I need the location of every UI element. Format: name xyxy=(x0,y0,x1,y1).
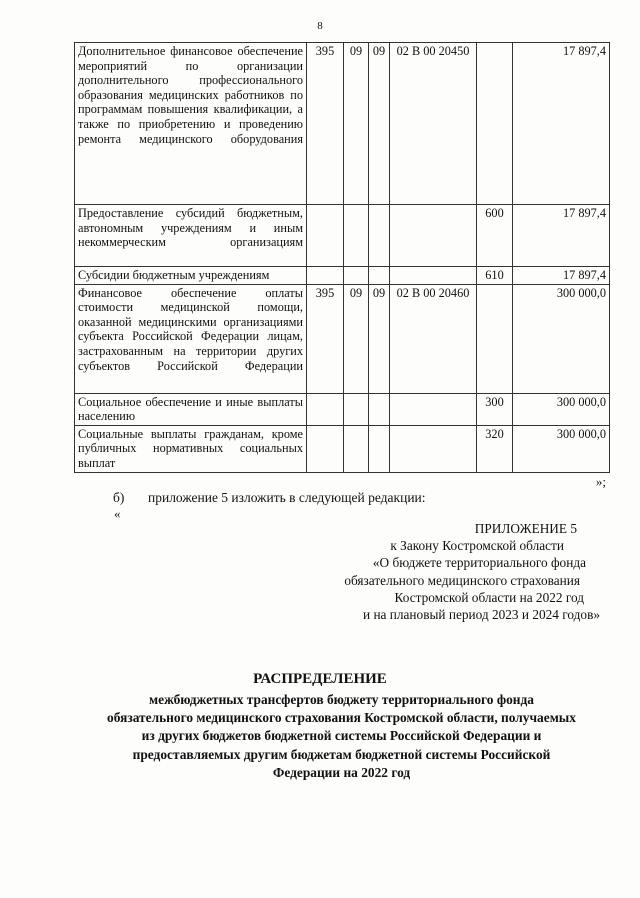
subtitle-line: из других бюджетов бюджетной системы Российской Федерации и xyxy=(141,728,542,744)
appendix-line: обязательного медицинского страхования xyxy=(344,572,580,588)
admin-code xyxy=(307,205,344,267)
budget-table xyxy=(74,42,610,473)
row-name: Предоставление субсидий бюджетным, автономным учреждениям и иным некоммерческим организациям xyxy=(75,205,307,267)
admin-code xyxy=(307,425,344,472)
appendix-line: и на плановый период 2023 и 2024 годов» xyxy=(363,607,600,623)
appendix-line: Костромской области на 2022 год xyxy=(394,589,584,605)
section-code xyxy=(344,267,369,285)
amendment-item xyxy=(113,490,426,506)
row-name: Социальные выплаты гражданам, кроме публичных нормативных социальных выплат xyxy=(75,425,307,472)
document-title: РАСПРЕДЕЛЕНИЕ xyxy=(253,671,387,687)
expense-kind-code: 600 xyxy=(477,205,513,267)
sum-value: 17 897,4 xyxy=(513,205,610,267)
section-code xyxy=(344,425,369,472)
admin-code xyxy=(307,267,344,285)
target-code: 02 В 00 20460 xyxy=(390,284,477,393)
section-code xyxy=(344,205,369,267)
expense-kind-code: 320 xyxy=(477,425,513,472)
subsection-code: 09 xyxy=(369,43,390,205)
subsection-code xyxy=(369,267,390,285)
section-code: 09 xyxy=(344,43,369,205)
appendix-heading: ПРИЛОЖЕНИЕ 5 xyxy=(474,521,577,536)
target-code xyxy=(390,425,477,472)
expense-kind-code xyxy=(477,43,513,205)
target-code xyxy=(390,393,477,425)
table-row xyxy=(75,267,610,285)
appendix-line: к Закону Костромской области xyxy=(390,538,564,554)
page-number: 8 xyxy=(317,20,323,32)
appendix-header xyxy=(300,520,600,623)
subtitle-line: Федерации на 2022 год xyxy=(272,764,411,780)
section-code xyxy=(344,393,369,425)
subsection-code xyxy=(369,205,390,267)
row-name: Дополнительное финансовое обеспечение мероприятий по организации дополнительного профессионального образования медицинских работников по программам повышения квалификации, а также по приобретению и проведению ремонта медицинского оборудования xyxy=(75,43,307,205)
item-text: приложение 5 изложить в следующей редакции: xyxy=(148,490,426,505)
subsection-code: 09 xyxy=(369,284,390,393)
section-code: 09 xyxy=(344,284,369,393)
table-row xyxy=(75,43,610,205)
admin-code: 395 xyxy=(307,43,344,205)
row-name: Социальное обеспечение и иные выплаты населению xyxy=(75,393,307,425)
target-code xyxy=(390,205,477,267)
expense-kind-code: 610 xyxy=(477,267,513,285)
closing-quote-mark: »; xyxy=(595,474,606,489)
subsection-code xyxy=(369,425,390,472)
subtitle-line: межбюджетных трансфертов бюджету территориального фонда xyxy=(149,692,534,707)
sum-value: 17 897,4 xyxy=(513,267,610,285)
admin-code xyxy=(307,393,344,425)
table-row xyxy=(75,393,610,425)
table-row xyxy=(75,205,610,267)
row-name: Субсидии бюджетным учреждениям xyxy=(75,267,307,285)
subtitle-line: обязательного медицинского страхования Костромской области, получаемых xyxy=(107,710,576,726)
subsection-code xyxy=(369,393,390,425)
admin-code: 395 xyxy=(307,284,344,393)
expense-kind-code xyxy=(477,284,513,393)
table-row xyxy=(75,284,610,393)
target-code xyxy=(390,267,477,285)
expense-kind-code: 300 xyxy=(477,393,513,425)
appendix-line: «О бюджете территориального фонда xyxy=(372,555,586,571)
sum-value: 17 897,4 xyxy=(513,43,610,205)
sum-value: 300 000,0 xyxy=(513,284,610,393)
document-subtitle xyxy=(74,691,609,782)
target-code: 02 В 00 20450 xyxy=(390,43,477,205)
table-row xyxy=(75,425,610,472)
sum-value: 300 000,0 xyxy=(513,425,610,472)
opening-quote-mark: « xyxy=(114,506,121,521)
row-name: Финансовое обеспечение оплаты стоимости медицинской помощи, оказанной медицинскими организациями субъекта Российской Федерации лицам, застрахованным на территории других субъектов Российской Федерации xyxy=(75,284,307,393)
item-marker: б) xyxy=(113,490,125,505)
sum-value: 300 000,0 xyxy=(513,393,610,425)
subtitle-line: предоставляемых другим бюджетам бюджетной системы Российской xyxy=(132,746,551,762)
